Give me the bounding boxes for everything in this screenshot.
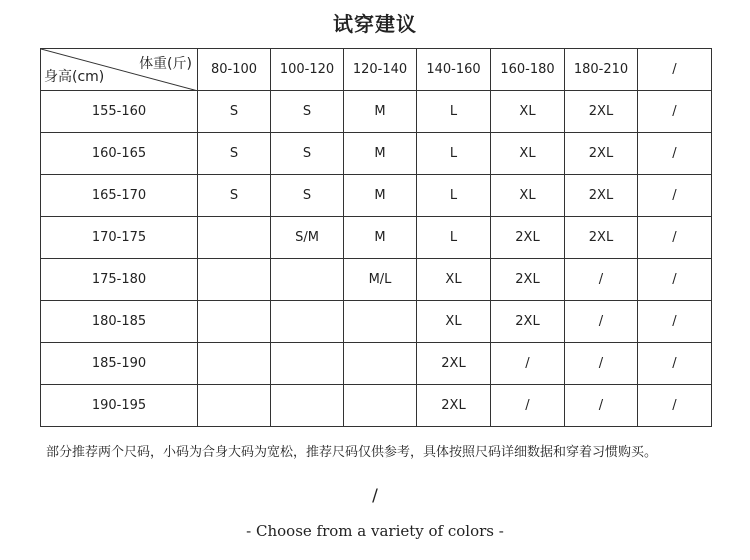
weight-header: 120-140: [344, 49, 417, 91]
table-row: [41, 385, 712, 427]
size-cell: S: [271, 175, 344, 217]
size-cell: /: [638, 385, 712, 427]
size-cell: 2XL: [565, 217, 638, 259]
size-cell: L: [417, 91, 491, 133]
size-cell: XL: [491, 175, 565, 217]
size-cell: L: [417, 175, 491, 217]
size-cell: [344, 343, 417, 385]
size-cell: /: [638, 301, 712, 343]
table-row: [41, 217, 712, 259]
size-cell: /: [565, 343, 638, 385]
size-cell: 2XL: [491, 217, 565, 259]
table-row: [41, 343, 712, 385]
size-cell: /: [565, 385, 638, 427]
size-cell: [198, 259, 271, 301]
height-cell: 160-165: [41, 133, 198, 175]
size-cell: [198, 385, 271, 427]
size-cell: [344, 301, 417, 343]
weight-header: 100-120: [271, 49, 344, 91]
table-row: [41, 91, 712, 133]
height-cell: 185-190: [41, 343, 198, 385]
weight-axis-label: 体重(斤): [139, 56, 192, 72]
header-row: [41, 49, 712, 91]
height-cell: 170-175: [41, 217, 198, 259]
color-choice-footer: - Choose from a variety of colors -: [246, 522, 504, 540]
size-cell: /: [638, 217, 712, 259]
size-cell: S: [271, 91, 344, 133]
size-cell: M: [344, 217, 417, 259]
weight-header: 140-160: [417, 49, 491, 91]
weight-header: /: [638, 49, 712, 91]
height-cell: 180-185: [41, 301, 198, 343]
size-cell: S/M: [271, 217, 344, 259]
size-cell: M: [344, 91, 417, 133]
size-cell: [271, 343, 344, 385]
fit-note: 部分推荐两个尺码，小码为合身大码为宽松，推荐尺码仅供参考，具体按照尺码详细数据和穿着习惯购买。: [46, 445, 658, 460]
corner-cell: [41, 49, 198, 91]
size-cell: [271, 385, 344, 427]
size-cell: [198, 343, 271, 385]
size-cell: XL: [491, 133, 565, 175]
height-cell: 190-195: [41, 385, 198, 427]
size-cell: [271, 259, 344, 301]
size-cell: 2XL: [565, 133, 638, 175]
size-cell: /: [491, 385, 565, 427]
size-cell: L: [417, 133, 491, 175]
size-cell: M: [344, 133, 417, 175]
size-cell: [198, 301, 271, 343]
height-cell: 165-170: [41, 175, 198, 217]
size-cell: /: [638, 133, 712, 175]
size-cell: /: [491, 343, 565, 385]
size-cell: S: [271, 133, 344, 175]
size-cell: /: [638, 343, 712, 385]
table-row: [41, 175, 712, 217]
size-cell: 2XL: [565, 175, 638, 217]
section-separator: /: [372, 486, 378, 506]
size-cell: XL: [491, 91, 565, 133]
size-cell: XL: [417, 301, 491, 343]
size-cell: /: [565, 259, 638, 301]
size-cell: 2XL: [491, 301, 565, 343]
height-axis-label: 身高(cm): [44, 69, 105, 85]
table-row: [41, 133, 712, 175]
size-cell: 2XL: [417, 343, 491, 385]
size-cell: /: [638, 175, 712, 217]
weight-header: 80-100: [198, 49, 271, 91]
size-cell: /: [565, 301, 638, 343]
size-table: [40, 48, 712, 427]
size-cell: L: [417, 217, 491, 259]
size-cell: M: [344, 175, 417, 217]
weight-header: 160-180: [491, 49, 565, 91]
page-title: 试穿建议: [333, 12, 417, 36]
height-cell: 175-180: [41, 259, 198, 301]
size-cell: 2XL: [565, 91, 638, 133]
size-cell: [198, 217, 271, 259]
size-cell: XL: [417, 259, 491, 301]
size-cell: 2XL: [491, 259, 565, 301]
height-cell: 155-160: [41, 91, 198, 133]
size-cell: S: [198, 91, 271, 133]
size-cell: M/L: [344, 259, 417, 301]
table-row: [41, 259, 712, 301]
weight-header: 180-210: [565, 49, 638, 91]
size-cell: [344, 385, 417, 427]
size-cell: /: [638, 91, 712, 133]
size-cell: [271, 301, 344, 343]
size-cell: S: [198, 133, 271, 175]
size-cell: 2XL: [417, 385, 491, 427]
size-cell: S: [198, 175, 271, 217]
size-cell: /: [638, 259, 712, 301]
table-row: [41, 301, 712, 343]
